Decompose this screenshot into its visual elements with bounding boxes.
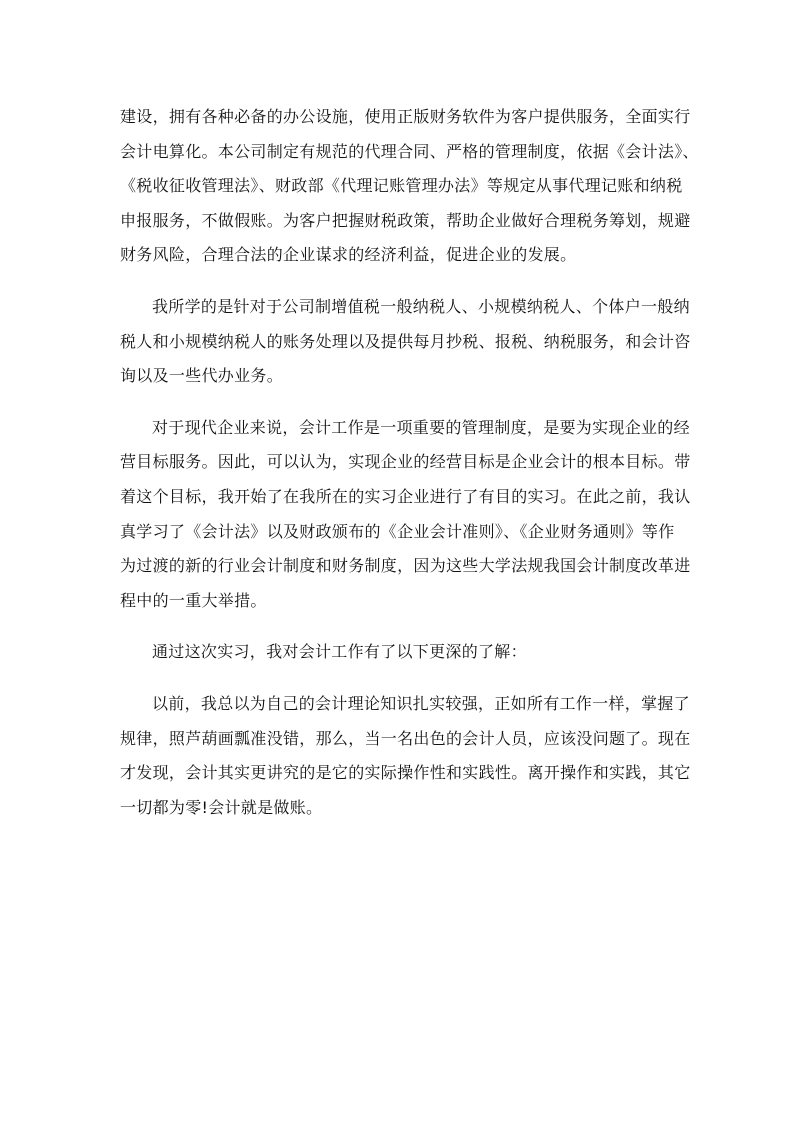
text-line: 《税收征收管理法》、财政部《代理记账管理办法》等规定从事代理记账和纳税 [120, 176, 683, 196]
text-line: 一切都为零!会计就是做账。 [120, 797, 323, 817]
text-line: 税人和小规模纳税人的账务处理以及提供每月抄税、报税、纳税服务，和会计咨 [120, 331, 691, 351]
text-line: 我所学的是针对于公司制增值税一般纳税人、小规模纳税人、个体户一般纳 [152, 296, 690, 316]
text-line: 财务风险，合理合法的企业谋求的经济利益，促进企业的发展。 [120, 245, 577, 265]
paragraph-company-intro [120, 100, 699, 273]
text-line: 着这个目标，我开始了在我所在的实习企业进行了有目的实习。在此之前，我认 [120, 486, 691, 506]
paragraph-understanding-intro [120, 635, 676, 670]
text-line: 询以及一些代办业务。 [120, 366, 284, 386]
text-line: 以前，我总以为自己的会计理论知识扎实较强，正如所有工作一样，掌握了 [152, 693, 690, 713]
paragraph-reflection [120, 687, 691, 825]
text-line: 建设，拥有各种必备的办公设施，使用正版财务软件为客户提供服务，全面实行 [120, 107, 691, 126]
text-line: 规律，照芦葫画瓢准没错，那么，当一名出色的会计人员，应该没问题了。现在 [120, 728, 691, 748]
text-line: 才发现，会计其实更讲究的是它的实际操作性和实践性。离开操作和实践，其它 [120, 763, 691, 783]
text-line: 为过渡的新的行业会计制度和财务制度，因为这些大学法规我国会计制度改革进 [120, 556, 691, 576]
text-line: 营目标服务。因此，可以认为，实现企业的经营目标是企业会计的根本目标。带 [120, 452, 691, 472]
text-line: 通过这次实习，我对会计工作有了以下更深的了解： [152, 642, 527, 662]
text-line: 对于现代企业来说，会计工作是一项重要的管理制度，是要为实现企业的经 [152, 417, 690, 437]
paragraph-learning-scope [120, 290, 691, 394]
text-line: 真学习了《会计法》以及财政颁布的《企业会计准则》、《企业财务通则》等作 [120, 521, 675, 541]
paragraph-accounting-goal [120, 411, 691, 619]
document-body [120, 100, 699, 842]
text-line: 会计电算化。本公司制定有规范的代理合同、严格的管理制度，依据《会计法》、 [120, 141, 699, 161]
text-line: 程中的一重大举措。 [120, 590, 267, 610]
text-line: 申报服务，不做假账。为客户把握财税政策，帮助企业做好合理税务筹划，规避 [120, 210, 691, 230]
